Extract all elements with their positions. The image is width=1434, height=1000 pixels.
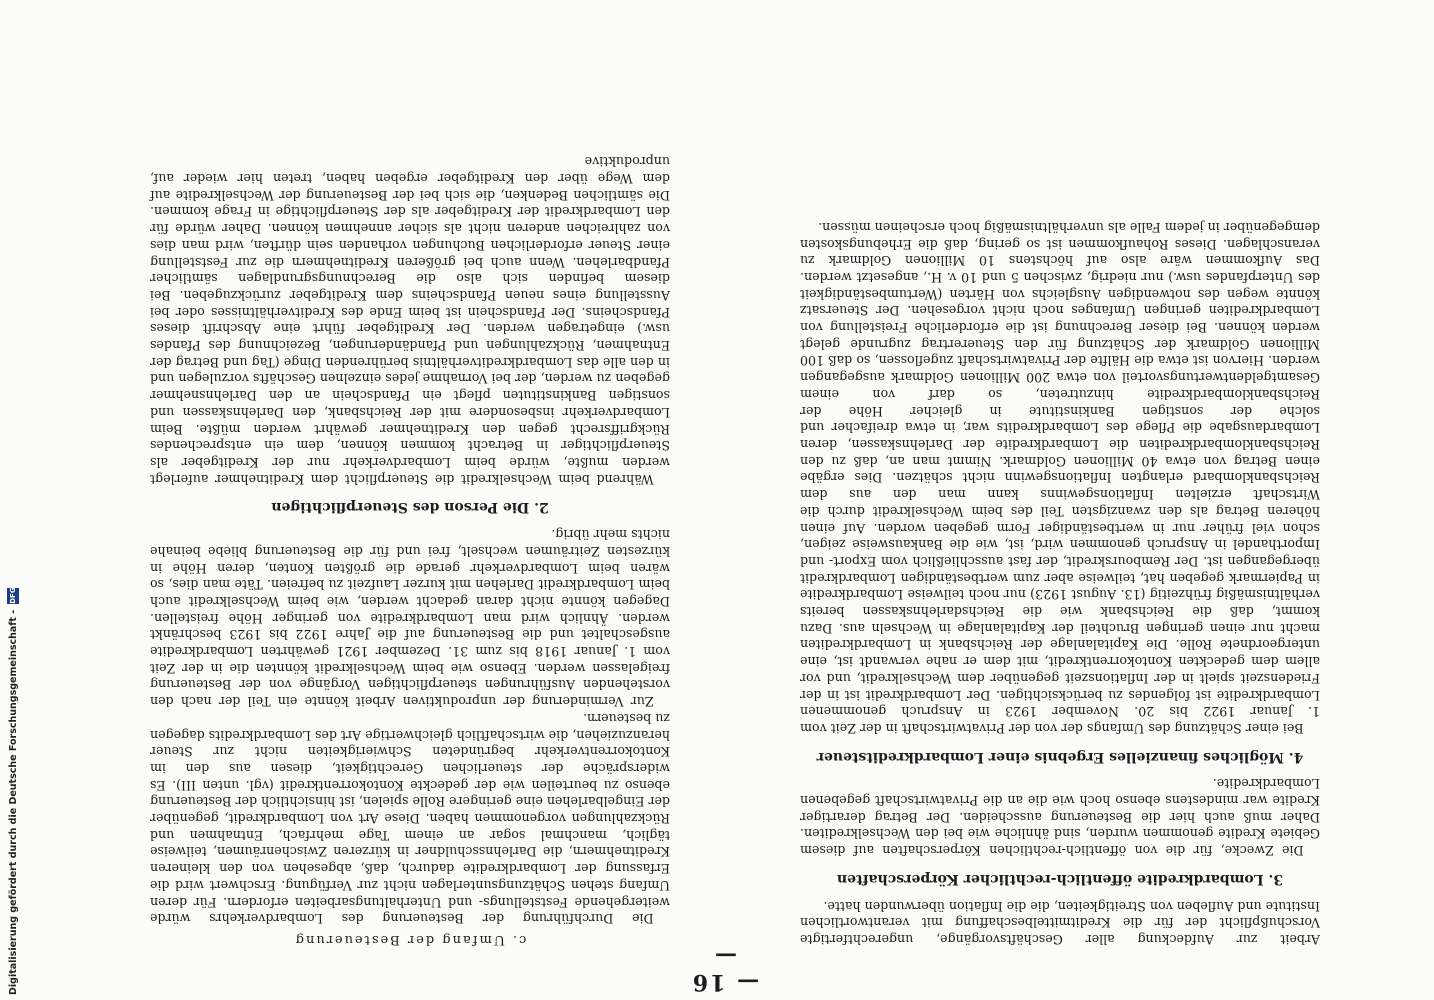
subsection-c-paragraph-2: Zur Verminderung der unproduktiven Arbeit könnte ein Teil der nach den vorstehenden Ausführungen steuerpflichtigen Vorgänge von der Besteuerung freigelassen werden. Ebenso wie beim Wechselkredit könnten die in der Zeit vom 1. Januar 1918 bis zum 31. Dezember 1921 gewährten Lombardkredite ausgeschaltet und die Besteuerung auf die Jahre 1922 bis 1923 beschränkt werden. Ähnlich wird man Lombardkredite von geringer Höhe freistellen. Dagegen könnte nicht daran gedacht werden, wie beim Wechselkredit auch beim Lombardkredit Darlehen mit kurzer Laufzeit zu befreien. Täte man dies, so wären beim Lombardverkehr gerade die größten Konten, deren Höhe in kürzesten Zeiträumen wechselt, frei und für die Besteuerung bliebe beinahe nichts mehr übrig. [150,527,670,710]
right-column [150,153,670,947]
subsection-c-paragraph-1: Die Durchführung der Besteuerung des Lombardverkehrs würde weitergehende Feststellungs- und Unterhaltungsarbeiten erfordern. Für deren Umfang stehen Schätzungsunterlagen nicht zur Verfügung. Erschwert wird die Erfassung der Lombardkredite dadurch, daß, abgesehen von den kleineren Kreditnehmern, die Darlehnsschuldner in kürzeren Zwischenräumen, teilweise täglich, manchmal sogar an einem Tage mehrfach, Entnahmen und Rückzahlungen vorgenommen haben. Diese Art von Lombardkredit, gegenüber der Eingelbarlehen eine geringere Rolle spielen, ist hinsichtlich der Besteuerung ebenso zu beurteilen wie der gedeckte Kontokorrentkredit (vgl. unten III). Es widerspräche der steuerlichen Gerechtigkeit, diesen aus den im Kontokorrentverkehr begründeten Schwierigkeiten nicht zur Steuer heranzuziehen, die wirtschaftlich gleichwertige Art des Lombardkredits dagegen zu besteuern. [150,710,670,927]
page-number: — 16 — [690,943,760,995]
left-column [800,218,1320,947]
section4-heading: 4. Mögliches finanzielles Ergebnis einer Lombardkreditsteuer [816,748,1304,765]
section3-heading: 3. Lombardkredite öffentlich-rechtlicher Körperschaften [836,870,1284,887]
section2-paragraph: Während beim Wechselkredit die Steuerpflicht dem Kreditnehmer auferlegt werden mußte, würde beim Lombardverkehr nur der Kreditgeber als Steuerpflichtiger in Betracht kommen können, dem ein entsprechendes Rückgriffsrecht gegen den Kreditnehmer gewährt werden müßte. Beim Lombardverkehr insbesondere mit der Reichsbank, den Darlehnskassen und sonstigen Bankinstituten pflegt ein Pfandschein an den Darlehnsnehmer gegeben zu werden, der bei Vornahme jedes einzelnen Geschäfts vorzulegen und in den alle das Lombardkreditverhältnis berührenden Dinge (Tag und Betrag der Entnahmen, Rückzahlungen und Pfandänderungen, Bezeichnung des Pfandes usw.) eingetragen werden. Der Kreditgeber führt eine Abschrift dieses Pfandscheins. Der Pfandschein ist beim Ende des Kreditverhältnisses oder bei Ausstellung eines neuen Pfandscheins dem Kreditgeber zurückzugeben. Bei diesem befinden sich also die Berechnungsgrundlagen sämtlicher Pfandbarlehen. Wenn auch bei größeren Kreditnehmern die zur Feststellung einer Steuer erforderlichen Buchungen vorhanden sein dürften, wird man dies von zahlreichen anderen nicht als sicher annehmen können. Daher würde für den Lombardkredit der Kreditgeber als der Steuerpflichtige in Frage kommen. Die sämtlichen Bedenken, die sich bei der Besteuerung der Wechselkredite auf dem Wege über den Kreditgeber ergeben haben, treten hier wieder auf, unproduktive [150,154,670,487]
section3-paragraph: Die Zwecke, für die von öffentlich-rechtlichen Körperschaften auf diesem Gebiete Kredite genommen wurden, sind ähnliche wie bei den Wechselkrediten. Daher muß auch hier die Besteuerung ausscheiden. Der Betrag derartiger Kredite war mindestens ebenso hoch wie die an die Privatwirtschaft gegebenen Lombardkredite. [800,776,1320,859]
dfg-logo: DFG [9,587,17,604]
section4-paragraph: Bei einer Schätzung des Umfangs der von der Privatwirtschaft in der Zeit vom 1. Januar 1922 bis 20. November 1923 in Anspruch genommenen Lombardkredite ist folgendes zu berücksichtigen. Der Lombardkredit ist in der Friedenszeit spielt in der Inflationszeit gegenüber dem Wechselkredit, und vor allem dem gedeckten Kontokorrentkredit, mit dem er nahe verwandt ist, eine untergeordnete Rolle. Die Kapitalanlage der Reichsbank in Lombardkrediten macht nur einen geringen Bruchteil der Kapitalanlage in Wechseln aus. Dazu kommt, daß die Reichsbank wie die Reichsdarlehnskassen bereits verhältnismäßig frühzeitig (13. August 1923) nur noch teilweise Lombardkredite in Papiermark gegeben hat, teilweise aber zum wertbeständigen Lombardkredit übergegangen ist. Der Rembourskredit, der fast ausschließlich vom Export- und Importhandel in Anspruch genommen wird, ist, wie die Bankausweise zeigen, schon viel früher nur in wertbeständiger Form gegeben worden. Auf einen höheren Betrag als den zwanzigsten Teil des beim Wechselkredit durch die Wirtschaft erzielten Inflationsgewinns kann man den aus dem Reichsbanklombard erlangten Inflationsgewinn nicht schätzen. Dies ergäbe einen Betrag von etwa 40 Millionen Goldmark. Nimmt man an, daß zu den Reichsbanklombardkrediten die Lombardkredite der Darlehnskassen, deren Lombardausgabe die Pflege des Lombardkredits war, in etwa dreifacher und solche der sonstigen Bankinstitute in gleicher Höhe der Reichsbanklombardkredite hinzutreten, so darf von einem Gesamtgeldentwertungsvorteil von etwa 200 Millionen Goldmark ausgegangen werden. Hiervon ist etwa die Hälfte der Privatwirtschaft zugeflossen, so daß 100 Millionen Goldmark der Schätzung für den Steuerertrag zugrunde gelegt werden können. Bei dieser Berechnung ist die erforderliche Freistellung von Lombardkrediten geringen Umfanges noch nicht vorgesehen. Der Steuersatz könnte wegen des notwendigen Ausgleichs von Härten (Wertumbeständigkeit des Unterpfandes usw.) nur niedrig, zwischen 5 und 10 v. H., angesetzt werden. Das Aufkommen wäre also auf höchstens 10 Millionen Goldmark zu veranschlagen. Dieses Rohaufkommen ist so gering, daß die Erhebungskosten demgegenüber in jedem Falle als unverhältnismäßig hoch erscheinen müssen. [800,219,1320,736]
continuation-paragraph: Arbeit zur Aufdeckung aller Geschäftsvorgänge, ungerechtfertigte Vorschußpflicht der für die Kreditmittelbeschaffung mit verantwortlichen Institute und Aufleben von Streitigkeiten, die die Inflation überwunden hatte. [800,898,1320,947]
rotated-page-content [150,95,1320,995]
funding-note [4,405,22,995]
section2-heading: 2. Die Person des Steuerpflichtigen [271,499,549,516]
subsection-c-heading: c. Umfang der Besteuerung [293,932,527,947]
funding-text: Digitalisierung gefördert durch die Deutsche Forschungsgemeinschaft - [7,609,19,995]
